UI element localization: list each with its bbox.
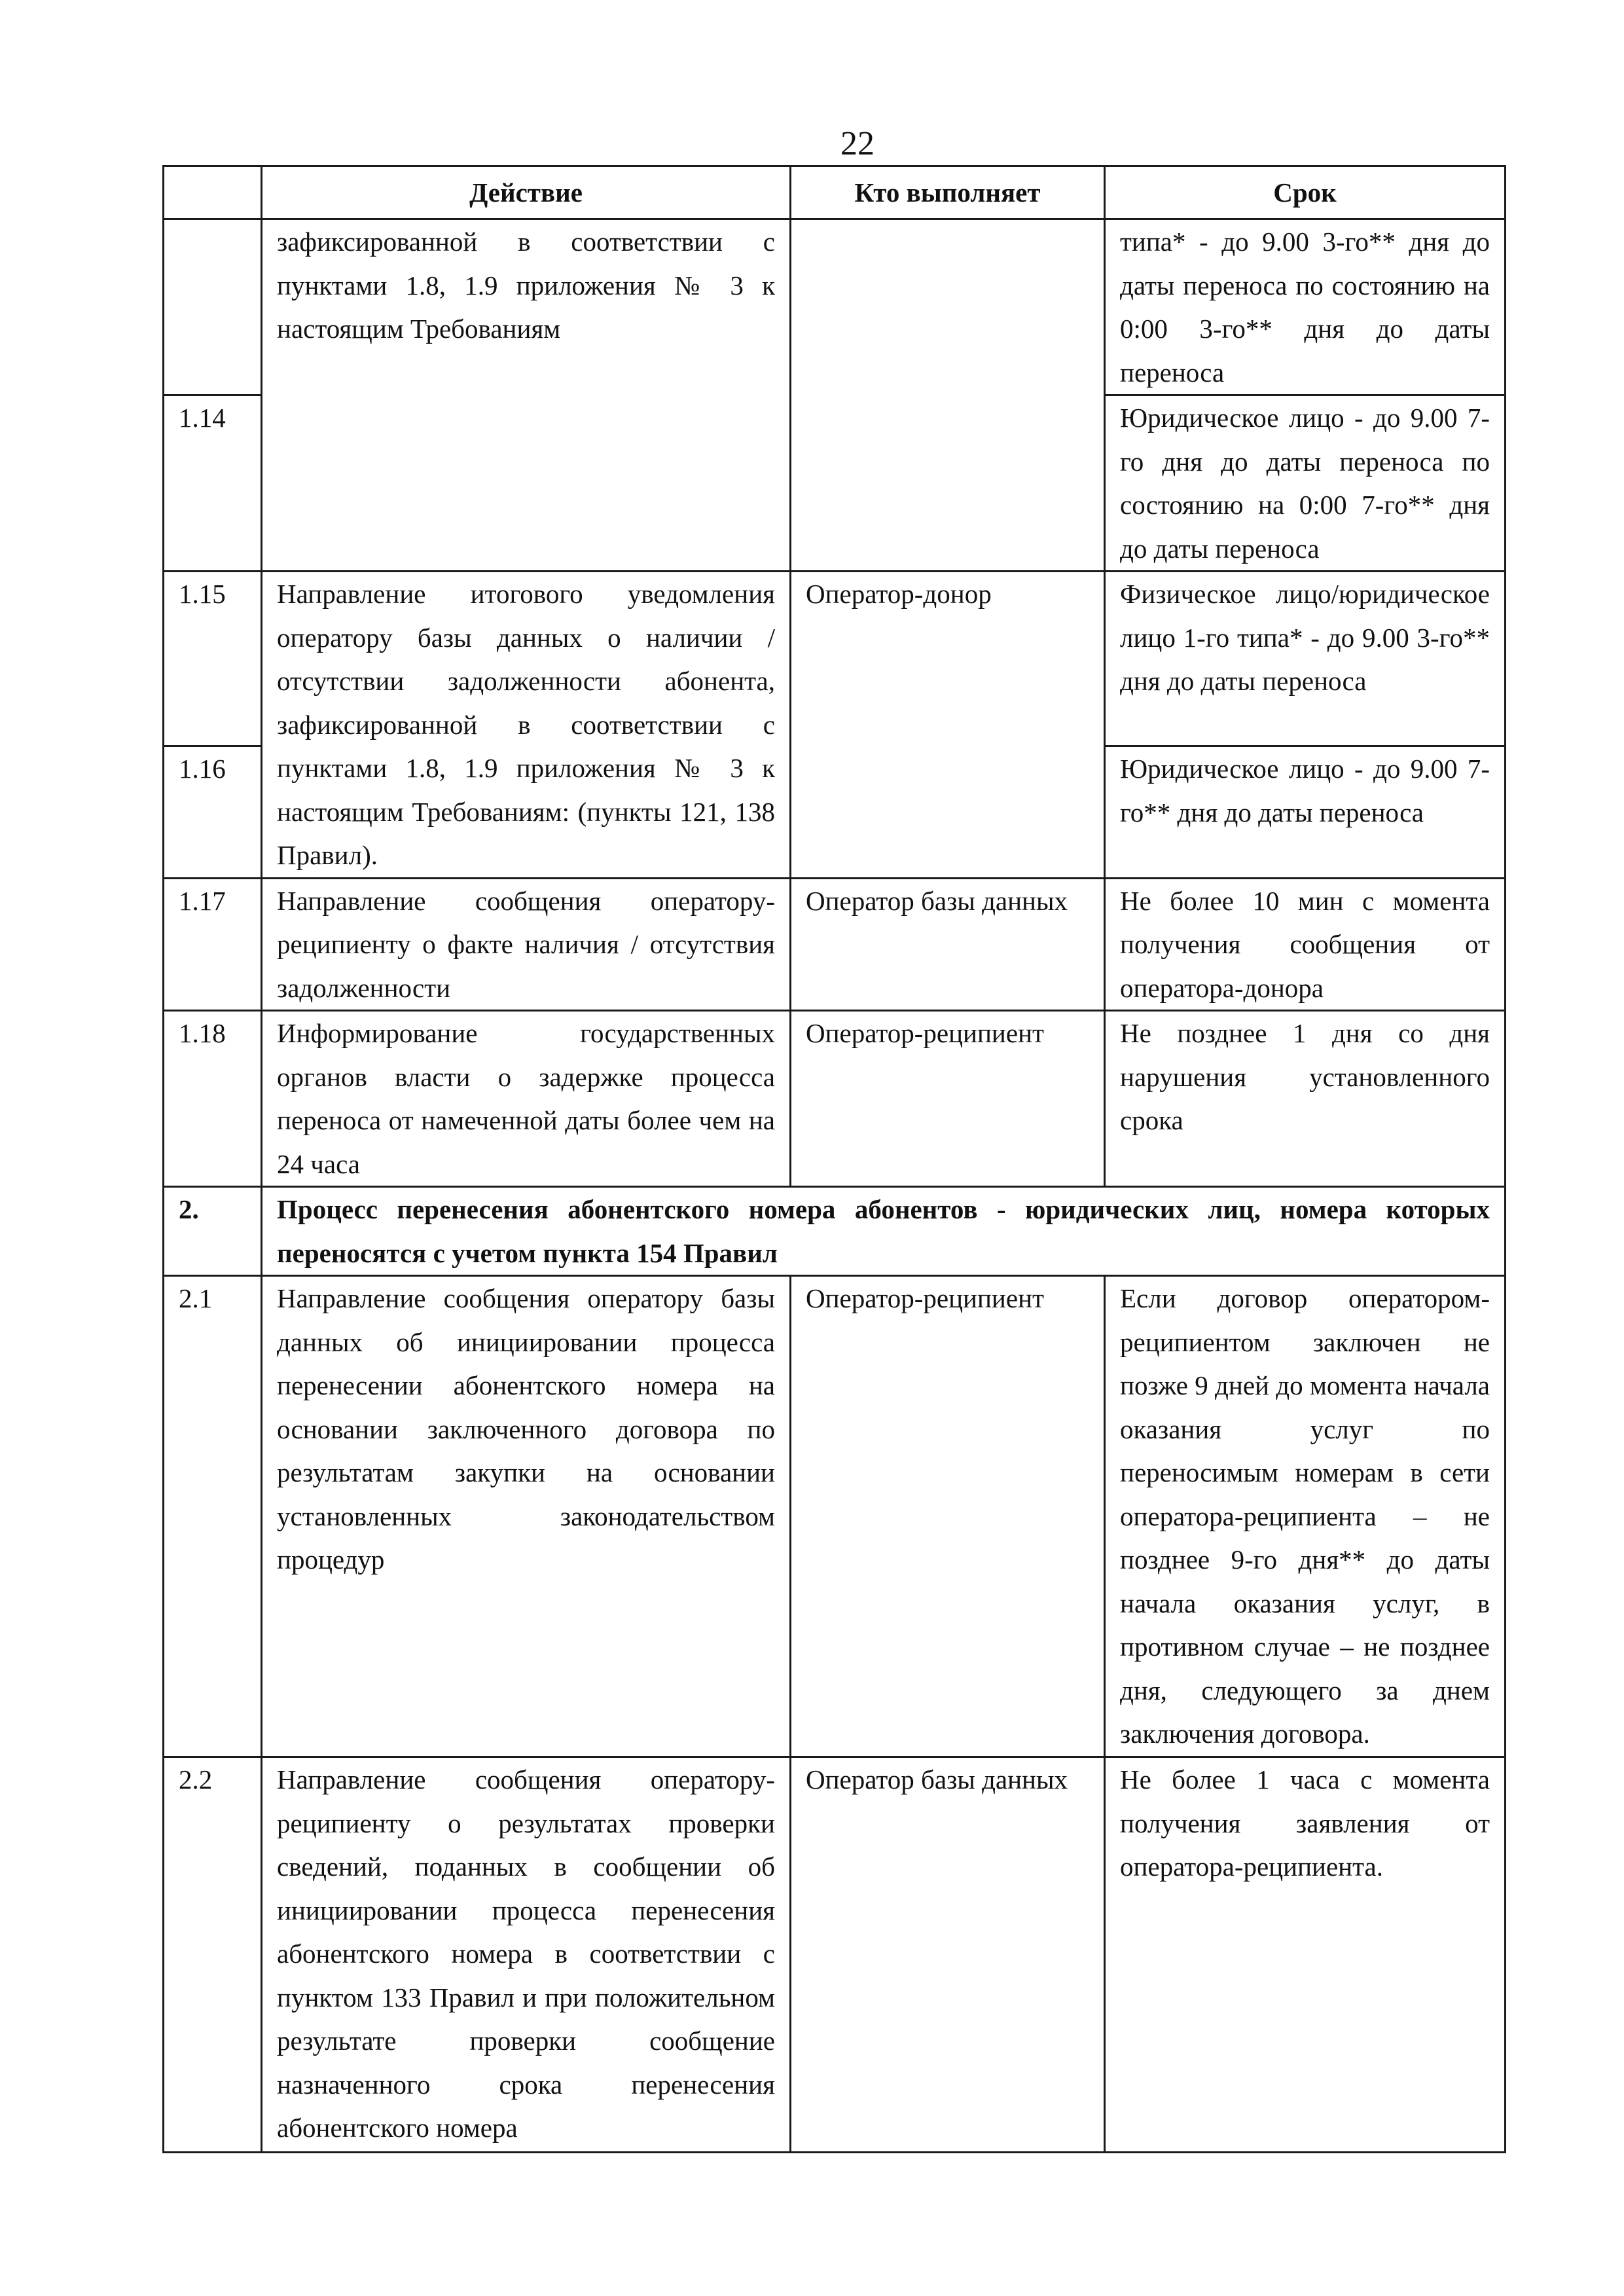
row-number: 1.16 <box>164 746 262 878</box>
row-action: Направление сообщения оператору-реципиенту о результатах проверки сведений, поданных в сообщении об инициировании процесса перенесения абонентского номера в соответствии с пунктом 133 Правил и при положительном результате проверки сообщение назначенного срока перенесения абонентского номера <box>262 1757 791 2153</box>
row-action: Направление сообщения оператору базы данных об инициировании процесса перенесении абонентского номера на основании заключенного договора по результатам закупки на основании установленных законодательством процедур <box>262 1276 791 1757</box>
row-deadline: Физическое лицо/юридическое лицо 1-го типа* - до 9.00 3-го** дня до даты переноса <box>1105 572 1506 746</box>
section-number: 2. <box>164 1187 262 1276</box>
row-deadline: Не более 10 мин с момента получения сообщения от оператора-донора <box>1105 878 1506 1011</box>
row-deadline: Не более 1 часа с момента получения заявления от оператора-реципиента. <box>1105 1757 1506 2153</box>
row-action: Направление итогового уведомления оператору базы данных о наличии / отсутствии задолженности абонента, зафиксированной в соответствии с пунктами 1.8, 1.9 приложения № 3 к настоящим Требованиям: (пункты 121, 138 Правил). <box>262 572 791 879</box>
row-action: зафиксированной в соответствии с пунктами 1.8, 1.9 приложения № 3 к настоящим Требованиям <box>262 219 791 572</box>
row-performer: Оператор-реципиент <box>791 1276 1105 1757</box>
row-deadline: Если договор оператором-реципиентом заключен не позже 9 дней до момента начала оказания услуг по переносимым номерам в сети оператора-реципиента – не позднее 9-го дня** до даты начала оказания услуг, в противном случае – не позднее дня, следующего за днем заключения договора. <box>1105 1276 1506 1757</box>
section-title: Процесс перенесения абонентского номера абонентов - юридических лиц, номера которых переносятся с учетом пункта 154 Правил <box>262 1187 1506 1276</box>
page-number: 22 <box>840 125 875 162</box>
table-row <box>164 878 1506 1011</box>
row-number: 1.18 <box>164 1011 262 1187</box>
header-performer: Кто выполняет <box>791 166 1105 219</box>
header-deadline: Срок <box>1105 166 1506 219</box>
header-action: Действие <box>262 166 791 219</box>
row-action: Информирование государственных органов власти о задержке процесса переноса от намеченной даты более чем на 24 часа <box>262 1011 791 1187</box>
table-row <box>164 1757 1506 2153</box>
row-action: Направление сообщения оператору-реципиенту о факте наличия / отсутствия задолженности <box>262 878 791 1011</box>
header-number <box>164 166 262 219</box>
row-deadline: Юридическое лицо - до 9.00 7-го** дня до даты переноса <box>1105 746 1506 878</box>
table-header-row <box>164 166 1506 219</box>
row-performer: Оператор базы данных <box>791 878 1105 1011</box>
row-deadline: Юридическое лицо - до 9.00 7-го дня до даты переноса по состоянию на 0:00 7-го** дня до даты переноса <box>1105 395 1506 572</box>
row-deadline: типа* - до 9.00 3-го** дня до даты переноса по состоянию на 0:00 3-го** дня до даты переноса <box>1105 219 1506 395</box>
row-performer <box>791 219 1105 572</box>
row-number: 2.1 <box>164 1276 262 1757</box>
row-performer: Оператор-реципиент <box>791 1011 1105 1187</box>
table-row <box>164 219 1506 395</box>
row-performer: Оператор базы данных <box>791 1757 1105 2153</box>
row-number <box>164 219 262 395</box>
table-row <box>164 572 1506 746</box>
row-number: 1.17 <box>164 878 262 1011</box>
row-number: 1.14 <box>164 395 262 572</box>
table-row <box>164 1011 1506 1187</box>
table-row <box>164 1276 1506 1757</box>
row-performer: Оператор-донор <box>791 572 1105 879</box>
row-number: 1.15 <box>164 572 262 746</box>
row-number: 2.2 <box>164 1757 262 2153</box>
section-row <box>164 1187 1506 1276</box>
row-deadline: Не позднее 1 дня со дня нарушения установленного срока <box>1105 1011 1506 1187</box>
procedure-table <box>162 165 1506 2153</box>
